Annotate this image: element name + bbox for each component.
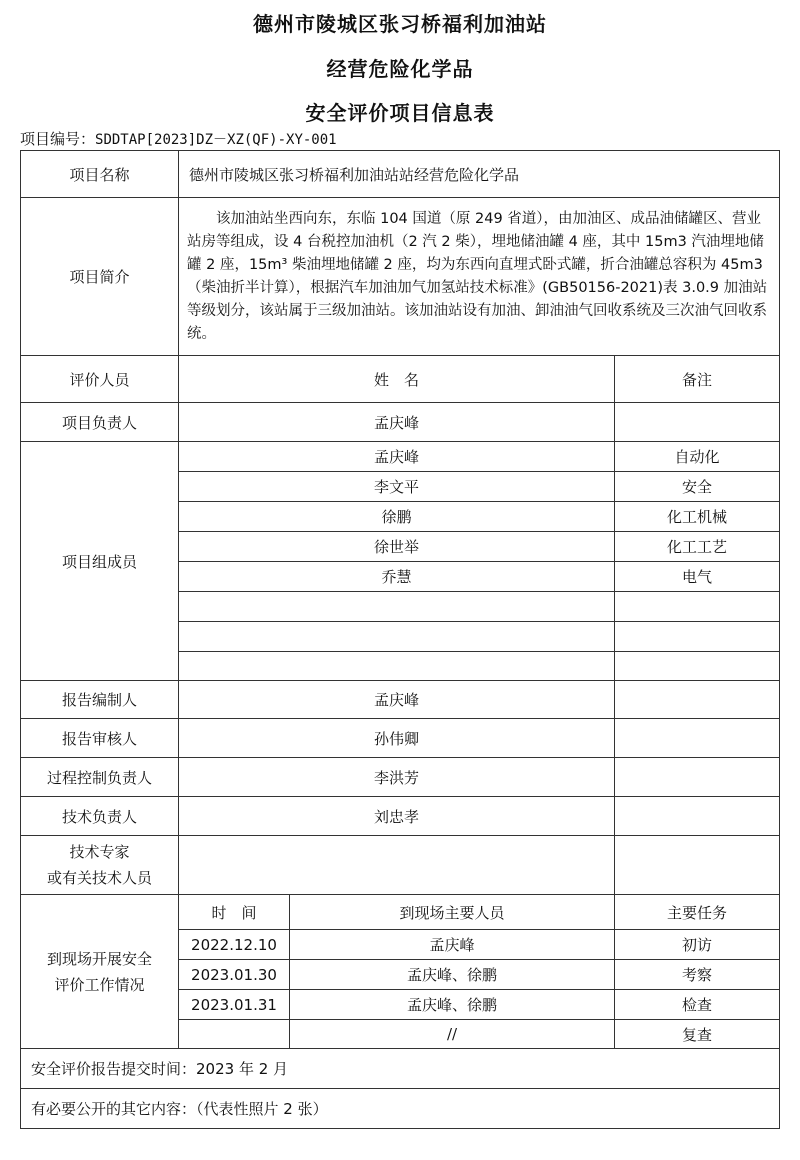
table-row [21,151,780,198]
empty-note [615,719,780,758]
table-row [21,198,780,356]
site-time: 2023.01.30 [179,960,290,990]
leader-role: 项目负责人 [21,403,179,442]
site-time: 2023.01.31 [179,990,290,1020]
site-time: 2022.12.10 [179,930,290,960]
site-staff: // [290,1020,615,1049]
member-name: 李文平 [179,472,615,502]
empty-note [615,758,780,797]
name-value: 德州市陵城区张习桥福利加油站站经营危险化学品 [179,151,780,198]
other-content: 有必要公开的其它内容：（代表性照片 2 张） [21,1089,780,1129]
member-name: 徐世举 [179,532,615,562]
site-staff: 孟庆峰、徐鹏 [290,990,615,1020]
info-table [20,150,780,1129]
site-task: 考察 [615,960,780,990]
table-row [21,442,780,472]
table-row [21,403,780,442]
member-name [179,652,615,681]
reviewer-name: 孙伟卿 [179,719,615,758]
member-note [615,652,780,681]
leader-note [615,403,780,442]
table-row [21,895,780,930]
expert-role [21,836,179,895]
site-time [179,1020,290,1049]
empty-note [615,797,780,836]
document-subtitle: 经营危险化学品 [326,57,474,81]
leader-name: 孟庆峰 [179,403,615,442]
site-work-label-line2: 评价工作情况 [54,975,145,994]
site-task: 初访 [615,930,780,960]
name-label: 项目名称 [21,151,179,198]
member-name [179,592,615,622]
project-code [20,128,337,149]
site-work-label-line1: 到现场开展安全 [46,949,152,968]
expert-name [179,836,615,895]
summary-cell [179,198,780,356]
table-row [21,758,780,797]
site-header-staff: 到现场主要人员 [290,895,615,930]
table-row [21,681,780,719]
header-name: 姓 名 [179,356,615,403]
member-note: 自动化 [615,442,780,472]
site-staff: 孟庆峰、徐鹏 [290,960,615,990]
empty-note [615,836,780,895]
member-name: 徐鹏 [179,502,615,532]
member-name: 乔慧 [179,562,615,592]
members-label: 项目组成员 [21,442,179,681]
process-control-role: 过程控制负责人 [21,758,179,797]
table-row [21,356,780,403]
header-note: 备注 [615,356,780,403]
member-name [179,622,615,652]
member-note: 电气 [615,562,780,592]
project-code-label: 项目编号： [20,130,96,148]
table-row [21,836,780,895]
summary-text: 该加油站坐西向东，东临 104 国道（原 249 省道），由加油区、成品油储罐区、营业站房等组成，设 4 台税控加油机（2 汽 2 柴），埋地储油罐 4 座，其中 15m3 汽油埋地储罐 2 座，15m³ 柴油埋地储罐 2 座，均为东西向直埋式卧式罐，折合油罐总容积为 45m3（柴油折半计算），根据汽车加油加气加氢站技术标准》(GB50156-2021)表 3.0.9 加油站等级划分，该站属于三级加油站。该加油站设有加油、卸油油气回收系统及三次油气回收系统。 [187,210,768,342]
tech-lead-name: 刘忠孝 [179,797,615,836]
site-header-task: 主要任务 [615,895,780,930]
tech-lead-role: 技术负责人 [21,797,179,836]
site-staff: 孟庆峰 [290,930,615,960]
table-row [21,797,780,836]
project-code-value: SDDTAP[2023]DZ－XZ(QF)-XY-001 [95,132,337,148]
submit-time: 安全评价报告提交时间：2023 年 2 月 [21,1049,780,1089]
document-title: 德州市陵城区张习桥福利加油站 [253,12,547,36]
table-row [21,719,780,758]
compiler-role: 报告编制人 [21,681,179,719]
table-row [21,1049,780,1089]
member-note [615,592,780,622]
site-task: 检查 [615,990,780,1020]
reviewer-role: 报告审核人 [21,719,179,758]
table-row [21,1089,780,1129]
member-note: 安全 [615,472,780,502]
form-title: 安全评价项目信息表 [305,101,495,125]
compiler-name: 孟庆峰 [179,681,615,719]
site-task: 复查 [615,1020,780,1049]
site-work-label [21,895,179,1049]
member-note: 化工工艺 [615,532,780,562]
member-name: 孟庆峰 [179,442,615,472]
header-role: 评价人员 [21,356,179,403]
expert-role-line1: 技术专家 [69,843,130,861]
member-note: 化工机械 [615,502,780,532]
member-note [615,622,780,652]
process-control-name: 李洪芳 [179,758,615,797]
empty-note [615,681,780,719]
site-header-time: 时 间 [179,895,290,930]
expert-role-line2: 或有关技术人员 [46,869,152,887]
summary-label: 项目简介 [21,198,179,356]
